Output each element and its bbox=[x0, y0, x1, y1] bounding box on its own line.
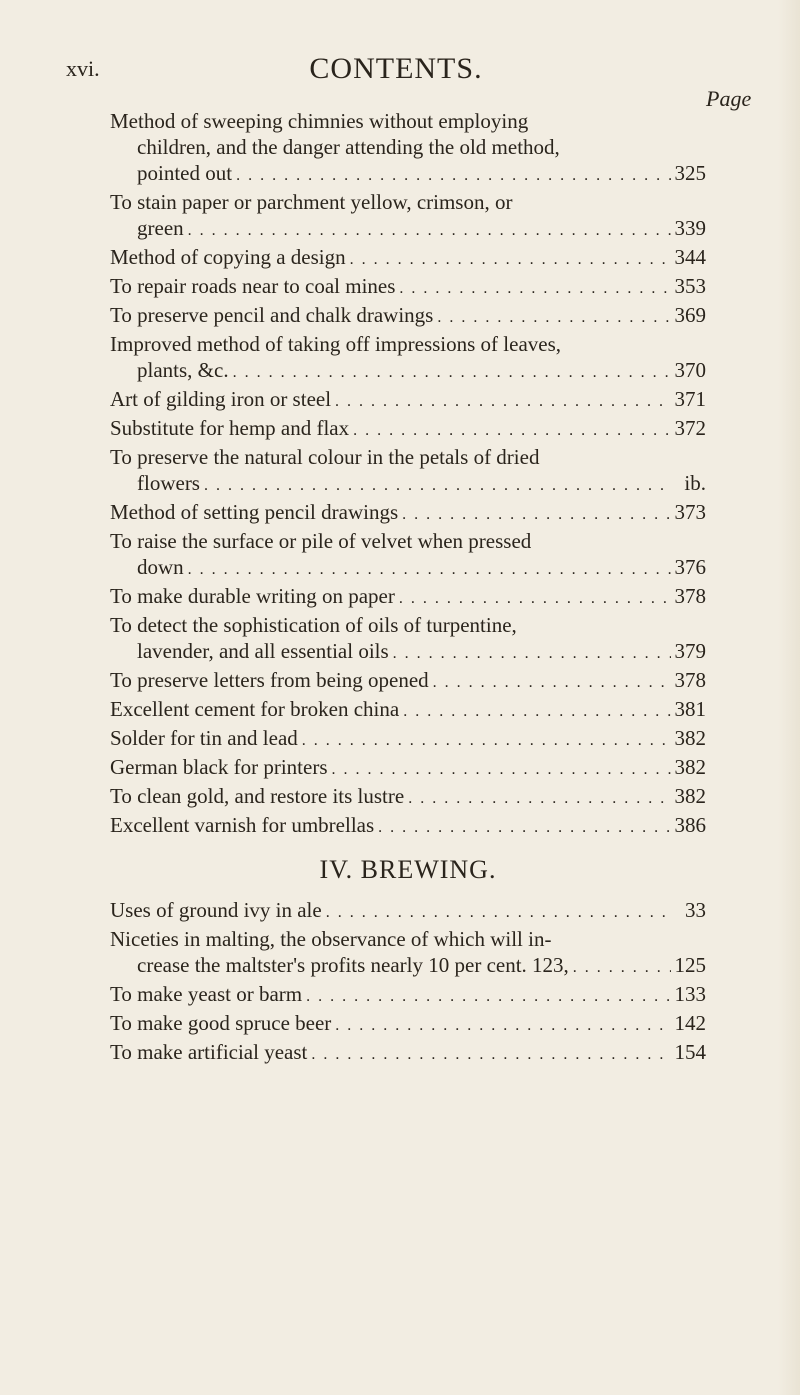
dot-leader bbox=[433, 670, 671, 696]
page-edge bbox=[778, 0, 800, 1395]
contents-entry bbox=[110, 696, 706, 725]
entry-line bbox=[110, 696, 706, 725]
entry-line bbox=[110, 160, 706, 189]
entry-title: Solder for tin and lead bbox=[110, 726, 298, 750]
running-header bbox=[66, 52, 726, 92]
entry-title: pointed out bbox=[137, 161, 233, 185]
page-number: 142 bbox=[674, 1011, 706, 1035]
entry-line bbox=[110, 783, 706, 812]
running-head: CONTENTS. bbox=[309, 52, 483, 85]
contents-entry bbox=[110, 528, 706, 583]
dot-leader bbox=[311, 1042, 670, 1068]
page-number: 344 bbox=[674, 245, 706, 269]
entry-title: down bbox=[137, 555, 184, 579]
dot-leader bbox=[335, 389, 670, 415]
page-number: 382 bbox=[674, 784, 706, 808]
entry-line bbox=[110, 1010, 706, 1039]
contents-entry bbox=[110, 783, 706, 812]
entry-title: To preserve letters from being opened bbox=[110, 668, 429, 692]
dot-leader bbox=[236, 163, 670, 189]
entry-title: green bbox=[137, 216, 184, 240]
dot-leader bbox=[408, 786, 670, 812]
page-number: 353 bbox=[674, 274, 706, 298]
entry-title: To stain paper or parchment yellow, crimson, or bbox=[110, 190, 513, 214]
page-number: 33 bbox=[685, 898, 706, 922]
page-number: 369 bbox=[674, 303, 706, 327]
dot-leader bbox=[335, 1013, 670, 1039]
entry-title: Improved method of taking off impressions of leaves, bbox=[110, 332, 562, 356]
contents-entry bbox=[110, 244, 706, 273]
dot-leader bbox=[233, 360, 671, 386]
entry-line bbox=[110, 499, 706, 528]
entry-line bbox=[110, 667, 706, 696]
contents-entry bbox=[110, 667, 706, 696]
contents-entry bbox=[110, 926, 706, 981]
page-number: 373 bbox=[674, 500, 706, 524]
entry-line bbox=[110, 415, 706, 444]
dot-leader bbox=[399, 586, 671, 612]
entry-title: Excellent cement for broken china bbox=[110, 697, 400, 721]
entry-title: children, and the danger attending the old method, bbox=[137, 135, 560, 159]
contents-entry bbox=[110, 386, 706, 415]
entry-title: Method of sweeping chimnies without employing bbox=[110, 109, 529, 133]
entry-title: To make good spruce beer bbox=[110, 1011, 332, 1035]
contents-entry bbox=[110, 612, 706, 667]
dot-leader bbox=[332, 757, 671, 783]
entry-line bbox=[110, 273, 706, 302]
entry-title: plants, &c. bbox=[137, 358, 229, 382]
page-number: 382 bbox=[674, 726, 706, 750]
entry-title: To raise the surface or pile of velvet when pressed bbox=[110, 529, 532, 553]
dot-leader bbox=[350, 247, 671, 273]
entry-title: lavender, and all essential oils bbox=[137, 639, 389, 663]
page-number: 376 bbox=[674, 555, 706, 579]
entry-title: To make artificial yeast bbox=[110, 1040, 308, 1064]
entry-line bbox=[110, 926, 706, 952]
contents-entry bbox=[110, 189, 706, 244]
entry-line bbox=[110, 108, 706, 134]
entry-line bbox=[110, 189, 706, 215]
entry-title: flowers bbox=[137, 471, 200, 495]
entry-line bbox=[110, 215, 706, 244]
page-number: 133 bbox=[674, 982, 706, 1006]
contents-entry bbox=[110, 499, 706, 528]
page-number: 381 bbox=[674, 697, 706, 721]
contents-entry bbox=[110, 812, 706, 841]
entry-line bbox=[110, 134, 706, 160]
entry-line bbox=[110, 302, 706, 331]
entry-line bbox=[110, 754, 706, 783]
entry-line bbox=[110, 357, 706, 386]
contents-entry bbox=[110, 725, 706, 754]
page-number: 372 bbox=[674, 416, 706, 440]
entry-title: To preserve pencil and chalk drawings bbox=[110, 303, 434, 327]
entry-line bbox=[110, 638, 706, 667]
entry-line bbox=[110, 897, 706, 926]
page-number: 325 bbox=[674, 161, 706, 185]
entry-line bbox=[110, 1039, 706, 1068]
dot-leader bbox=[188, 557, 671, 583]
contents-entry bbox=[110, 273, 706, 302]
entry-line bbox=[110, 812, 706, 841]
entry-title: Substitute for hemp and flax bbox=[110, 416, 350, 440]
page-number: 382 bbox=[674, 755, 706, 779]
dot-leader bbox=[399, 276, 670, 302]
entry-line bbox=[110, 444, 706, 470]
page-number: 379 bbox=[674, 639, 706, 663]
contents-entry bbox=[110, 302, 706, 331]
entry-title: crease the maltster's profits nearly 10 per cent. 123, bbox=[137, 953, 569, 977]
page-number: 370 bbox=[674, 358, 706, 382]
entry-title: German black for printers bbox=[110, 755, 328, 779]
entry-title: Art of gilding iron or steel bbox=[110, 387, 332, 411]
folio-number: xvi. bbox=[66, 56, 100, 81]
page-number: 378 bbox=[674, 584, 706, 608]
dot-leader bbox=[188, 218, 671, 244]
entry-title: To detect the sophistication of oils of turpentine, bbox=[110, 613, 517, 637]
contents-entry bbox=[110, 108, 706, 189]
entry-line bbox=[110, 952, 706, 981]
page-number: 339 bbox=[674, 216, 706, 240]
entry-line bbox=[110, 528, 706, 554]
contents-entry bbox=[110, 1010, 706, 1039]
entry-title: Method of copying a design bbox=[110, 245, 346, 269]
dot-leader bbox=[573, 955, 671, 981]
entry-line bbox=[110, 470, 706, 499]
dot-leader bbox=[353, 418, 670, 444]
contents-list-brewing bbox=[110, 897, 706, 1068]
contents-entry bbox=[110, 754, 706, 783]
dot-leader bbox=[402, 502, 670, 528]
entry-line bbox=[110, 331, 706, 357]
contents-entry bbox=[110, 331, 706, 386]
entry-title: To make durable writing on paper bbox=[110, 584, 395, 608]
entry-line bbox=[110, 583, 706, 612]
entry-title: To make yeast or barm bbox=[110, 982, 303, 1006]
entry-title: To repair roads near to coal mines bbox=[110, 274, 396, 298]
contents-entry bbox=[110, 1039, 706, 1068]
entry-title: Excellent varnish for umbrellas bbox=[110, 813, 375, 837]
entry-title: Niceties in malting, the observance of which will in- bbox=[110, 927, 552, 951]
page-number: 125 bbox=[674, 953, 706, 977]
page-number: 386 bbox=[674, 813, 706, 837]
dot-leader bbox=[326, 900, 672, 926]
dot-leader bbox=[437, 305, 670, 331]
contents-entry bbox=[110, 415, 706, 444]
dot-leader bbox=[204, 473, 672, 499]
entry-line bbox=[110, 981, 706, 1010]
entry-line bbox=[110, 386, 706, 415]
page-number: 371 bbox=[674, 387, 706, 411]
section-heading: IV. BREWING. bbox=[319, 855, 497, 884]
contents-entry bbox=[110, 981, 706, 1010]
entry-title: Uses of ground ivy in ale bbox=[110, 898, 322, 922]
entry-line bbox=[110, 612, 706, 638]
contents-entry bbox=[110, 583, 706, 612]
page-number: 154 bbox=[674, 1040, 706, 1064]
entry-line bbox=[110, 244, 706, 273]
dot-leader bbox=[302, 728, 671, 754]
contents-entry bbox=[110, 444, 706, 499]
dot-leader bbox=[306, 984, 670, 1010]
dot-leader bbox=[403, 699, 670, 725]
dot-leader bbox=[393, 641, 671, 667]
page-column-label: Page bbox=[706, 86, 752, 111]
entry-title: To clean gold, and restore its lustre bbox=[110, 784, 405, 808]
entry-line bbox=[110, 725, 706, 754]
entry-title: Method of setting pencil drawings bbox=[110, 500, 399, 524]
entry-line bbox=[110, 554, 706, 583]
entry-title: To preserve the natural colour in the petals of dried bbox=[110, 445, 540, 469]
table-of-contents bbox=[110, 108, 706, 1068]
dot-leader bbox=[378, 815, 670, 841]
contents-entry bbox=[110, 897, 706, 926]
page-number: ib. bbox=[684, 471, 706, 495]
contents-list-miscellaneous bbox=[110, 108, 706, 841]
page-number: 378 bbox=[674, 668, 706, 692]
